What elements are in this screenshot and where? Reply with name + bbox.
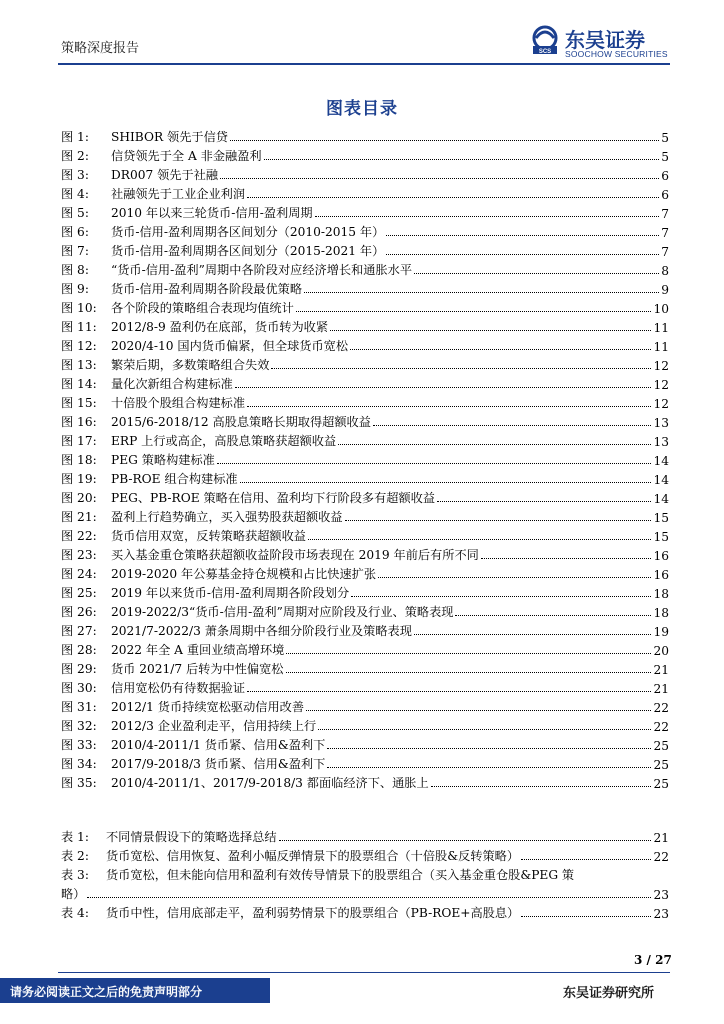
dot-leader (271, 368, 651, 369)
entry-title: 货币-信用-盈利周期各阶段最优策略 (111, 282, 303, 296)
dot-leader (235, 387, 652, 388)
dot-leader (373, 425, 652, 426)
entry-page: 12 (653, 378, 669, 392)
entry-title: 货币宽松、信用恢复、盈利小幅反弹情景下的股票组合（十倍股&反转策略） (106, 849, 520, 863)
svg-text:SCS: SCS (538, 49, 552, 55)
entry-page: 11 (653, 340, 669, 354)
entry-label: 图 21: (61, 510, 97, 524)
figure-entry[interactable] (61, 202, 669, 221)
entry-title: 2012/3 企业盈利走平，信用持续上行 (111, 719, 317, 733)
entry-page: 23 (653, 907, 669, 921)
footer-divider (58, 972, 670, 973)
dot-leader (240, 482, 652, 483)
entry-title: 2020/4-10 国内货币偏紧，但全球货币宽松 (111, 339, 349, 353)
entry-page: 16 (653, 568, 669, 582)
figure-entry[interactable] (61, 753, 669, 772)
entry-label: 图 5: (61, 206, 89, 220)
entry-label: 图 9: (61, 282, 89, 296)
entry-label: 图 25: (61, 586, 97, 600)
entry-title: 繁荣后期，多数策略组合失效 (111, 358, 270, 372)
figure-entry[interactable] (61, 221, 669, 240)
figure-entry[interactable] (61, 582, 669, 601)
entry-title: 2022 年全 A 重回业绩高增环境 (111, 643, 285, 657)
figure-entry[interactable] (61, 468, 669, 487)
dot-leader (247, 406, 651, 407)
dot-leader (521, 859, 651, 860)
entry-label: 图 26: (61, 605, 97, 619)
entry-label: 图 29: (61, 662, 97, 676)
entry-label: 图 31: (61, 700, 97, 714)
entry-label: 图 7: (61, 244, 89, 258)
entry-label: 图 14: (61, 377, 97, 391)
figure-entry[interactable] (61, 449, 669, 468)
entry-label: 图 27: (61, 624, 97, 638)
entry-title: 2012/1 货币持续宽松驱动信用改善 (111, 700, 305, 714)
entry-label: 图 23: (61, 548, 97, 562)
entry-title: 盈利上行趋势确立，买入强势股获超额收益 (111, 510, 343, 524)
table-entry[interactable] (61, 902, 669, 921)
entry-title: 2019-2020 年公募基金持仓规模和占比快速扩张 (111, 567, 377, 581)
figure-entry[interactable] (61, 164, 669, 183)
figure-entry[interactable] (61, 620, 669, 639)
entry-title: 不同情景假设下的策略选择总结 (106, 830, 277, 844)
figure-entry[interactable] (61, 316, 669, 335)
entry-label: 图 12: (61, 339, 97, 353)
dot-leader (264, 159, 660, 160)
entry-title: 2021/7-2022/3 萧条周期中各细分阶段行业及策略表现 (111, 624, 412, 638)
entry-label: 表 3: (61, 868, 89, 882)
entry-label: 图 35: (61, 776, 97, 790)
dot-leader (481, 558, 652, 559)
report-type: 策略深度报告 (61, 41, 140, 56)
figure-entry[interactable] (61, 563, 669, 582)
entry-page: 23 (653, 888, 669, 902)
entry-page: 16 (653, 549, 669, 563)
figure-entry[interactable] (61, 183, 669, 202)
dot-leader (386, 254, 659, 255)
entry-page: 13 (653, 435, 669, 449)
entry-page: 6 (661, 188, 669, 202)
entry-title: 2010/4-2011/1、2017/9-2018/3 都面临经济下、通胀上 (111, 776, 429, 790)
page-number: 3 / 27 (634, 953, 672, 967)
figure-entry[interactable] (61, 601, 669, 620)
entry-label: 图 15: (61, 396, 97, 410)
dot-leader (87, 897, 651, 898)
dot-leader (327, 767, 651, 768)
figure-entry[interactable] (61, 772, 669, 791)
figure-entry[interactable] (61, 677, 669, 696)
entry-page: 13 (653, 416, 669, 430)
figure-entry[interactable] (61, 335, 669, 354)
header-divider (58, 63, 670, 65)
entry-label: 表 1: (61, 830, 89, 844)
dot-leader (378, 577, 651, 578)
entry-page: 8 (661, 264, 669, 278)
entry-title: 货币-信用-盈利周期各区间划分（2015-2021 年） (111, 244, 385, 258)
entry-page: 22 (653, 850, 669, 864)
entry-label: 图 13: (61, 358, 97, 372)
dot-leader (330, 330, 651, 331)
figure-entry[interactable] (61, 411, 669, 430)
entry-page: 12 (653, 359, 669, 373)
entry-page: 10 (653, 302, 669, 316)
institute-name: 东吴证券研究所 (563, 986, 655, 1001)
entry-title: PB-ROE 组合构建标准 (111, 472, 238, 486)
entry-page: 14 (653, 473, 669, 487)
dot-leader (220, 178, 659, 179)
entry-title: 货币中性，信用底部走平，盈利弱势情景下的股票组合（PB-ROE+高股息） (106, 906, 520, 920)
dot-leader (308, 539, 651, 540)
table-entry[interactable] (61, 826, 669, 845)
dot-leader (230, 140, 659, 141)
entry-page: 22 (653, 701, 669, 715)
entry-page: 14 (653, 492, 669, 506)
dot-leader (327, 748, 651, 749)
figure-entry[interactable] (61, 658, 669, 677)
entry-title: 买入基金重仓策略获超额收益阶段市场表现在 2019 年前后有所不同 (111, 548, 479, 562)
entry-page: 20 (653, 644, 669, 658)
entry-title: 2012/8-9 盈利仍在底部，货币转为收紧 (111, 320, 329, 334)
entry-label: 图 28: (61, 643, 97, 657)
entry-label: 图 30: (61, 681, 97, 695)
entry-label: 图 3: (61, 168, 89, 182)
dot-leader (521, 916, 651, 917)
entry-title: 货币宽松，但未能向信用和盈利有效传导情景下的股票组合（买入基金重仓股&PEG 策 (106, 868, 575, 882)
brand-name-en: SOOCHOW SECURITIES (565, 49, 668, 59)
entry-title: 货币-信用-盈利周期各区间划分（2010-2015 年） (111, 225, 385, 239)
entry-page: 7 (661, 207, 669, 221)
dot-leader (351, 596, 651, 597)
dot-leader (338, 444, 651, 445)
entry-label: 图 19: (61, 472, 97, 486)
dot-leader (247, 691, 651, 692)
entry-title: ERP 上行或高企，高股息策略获超额收益 (111, 434, 337, 448)
entry-label: 图 4: (61, 187, 89, 201)
table-entry[interactable] (61, 864, 669, 902)
entry-title: 各个阶段的策略组合表现均值统计 (111, 301, 294, 315)
entry-page: 5 (661, 150, 669, 164)
dot-leader (306, 710, 651, 711)
dot-leader (315, 216, 660, 217)
entry-title: 量化次新组合构建标准 (111, 377, 233, 391)
entry-label: 图 11: (61, 320, 97, 334)
entry-label: 图 2: (61, 149, 89, 163)
dot-leader (431, 786, 652, 787)
entry-label: 图 6: (61, 225, 89, 239)
entry-label: 表 4: (61, 906, 89, 920)
figure-entry[interactable] (61, 240, 669, 259)
dot-leader (217, 463, 652, 464)
entry-label: 图 1: (61, 130, 89, 144)
dot-leader (386, 235, 659, 236)
figure-list (61, 126, 669, 791)
entry-title: 社融领先于工业企业利润 (111, 187, 246, 201)
figure-entry[interactable] (61, 734, 669, 753)
entry-page: 7 (661, 226, 669, 240)
entry-page: 14 (653, 454, 669, 468)
entry-title: “货币-信用-盈利”周期中各阶段对应经济增长和通胀水平 (111, 263, 413, 277)
soochow-logo-icon (529, 24, 561, 56)
entry-page: 11 (653, 321, 669, 335)
dot-leader (318, 729, 651, 730)
entry-label: 图 34: (61, 757, 97, 771)
figure-entry[interactable] (61, 126, 669, 145)
entry-label: 表 2: (61, 849, 89, 863)
entry-title: PEG、PB-ROE 策略在信用、盈利均下行阶段多有超额收益 (111, 491, 436, 505)
brand-name-cn: 东吴证券 (565, 28, 645, 52)
dot-leader (279, 840, 652, 841)
dot-leader (247, 197, 659, 198)
entry-page: 25 (653, 739, 669, 753)
entry-page: 15 (653, 530, 669, 544)
dot-leader (455, 615, 651, 616)
figure-entry[interactable] (61, 145, 669, 164)
figure-entry[interactable] (61, 259, 669, 278)
entry-page: 18 (653, 606, 669, 620)
entry-title: 十倍股个股组合构建标准 (111, 396, 246, 410)
entry-page: 25 (653, 777, 669, 791)
entry-title: 2019 年以来货币-信用-盈利周期各阶段划分 (111, 586, 350, 600)
entry-title: 2015/6-2018/12 高股息策略长期取得超额收益 (111, 415, 371, 429)
entry-label: 图 17: (61, 434, 97, 448)
figure-entry[interactable] (61, 373, 669, 392)
entry-title: 2010/4-2011/1 货币紧、信用&盈利下 (111, 738, 326, 752)
entry-page: 21 (653, 831, 669, 845)
entry-page: 18 (653, 587, 669, 601)
entry-page: 7 (661, 245, 669, 259)
figure-entry[interactable] (61, 715, 669, 734)
page-title: 图表目录 (326, 99, 398, 119)
disclaimer-text: 请务必阅读正文之后的免责声明部分 (10, 985, 203, 999)
dot-leader (350, 349, 651, 350)
entry-title: 信贷领先于全 A 非金融盈利 (111, 149, 262, 163)
figure-entry[interactable] (61, 696, 669, 715)
entry-page: 9 (661, 283, 669, 297)
dot-leader (304, 292, 659, 293)
entry-title: 货币 2021/7 后转为中性偏宽松 (111, 662, 284, 676)
entry-label: 图 24: (61, 567, 97, 581)
entry-page: 21 (653, 663, 669, 677)
table-list (61, 826, 669, 921)
dot-leader (414, 273, 659, 274)
dot-leader (296, 311, 652, 312)
entry-page: 22 (653, 720, 669, 734)
figure-entry[interactable] (61, 487, 669, 506)
entry-title: 2019-2022/3“货币-信用-盈利”周期对应阶段及行业、策略表现 (111, 605, 454, 619)
entry-title: PEG 策略构建标准 (111, 453, 215, 467)
entry-label: 图 8: (61, 263, 89, 277)
figure-entry[interactable] (61, 506, 669, 525)
entry-title: 2017/9-2018/3 货币紧、信用&盈利下 (111, 757, 326, 771)
entry-page: 15 (653, 511, 669, 525)
dot-leader (345, 520, 652, 521)
entry-title-continued: 略） (61, 887, 86, 901)
entry-page: 25 (653, 758, 669, 772)
entry-title: DR007 领先于社融 (111, 168, 219, 182)
dot-leader (437, 501, 651, 502)
figure-entry[interactable] (61, 354, 669, 373)
table-entry[interactable] (61, 845, 669, 864)
brand-logo (529, 22, 679, 62)
entry-label: 图 33: (61, 738, 97, 752)
figure-entry[interactable] (61, 544, 669, 563)
entry-title: SHIBOR 领先于信贷 (111, 130, 228, 144)
disclaimer-banner (0, 978, 270, 1003)
entry-page: 21 (653, 682, 669, 696)
figure-entry[interactable] (61, 392, 669, 411)
entry-page: 19 (653, 625, 669, 639)
entry-label: 图 20: (61, 491, 97, 505)
figure-entry[interactable] (61, 278, 669, 297)
dot-leader (414, 634, 652, 635)
entry-label: 图 10: (61, 301, 97, 315)
figure-entry[interactable] (61, 639, 669, 658)
entry-page: 5 (661, 131, 669, 145)
figure-entry[interactable] (61, 525, 669, 544)
figure-entry[interactable] (61, 297, 669, 316)
figure-entry[interactable] (61, 430, 669, 449)
entry-label: 图 18: (61, 453, 97, 467)
entry-label: 图 16: (61, 415, 97, 429)
entry-title: 货币信用双宽，反转策略获超额收益 (111, 529, 306, 543)
entry-page: 12 (653, 397, 669, 411)
dot-leader (286, 653, 651, 654)
dot-leader (286, 672, 652, 673)
entry-label: 图 22: (61, 529, 97, 543)
entry-page: 6 (661, 169, 669, 183)
entry-title: 2010 年以来三轮货币-信用-盈利周期 (111, 206, 313, 220)
entry-title: 信用宽松仍有待数据验证 (111, 681, 246, 695)
entry-label: 图 32: (61, 719, 97, 733)
